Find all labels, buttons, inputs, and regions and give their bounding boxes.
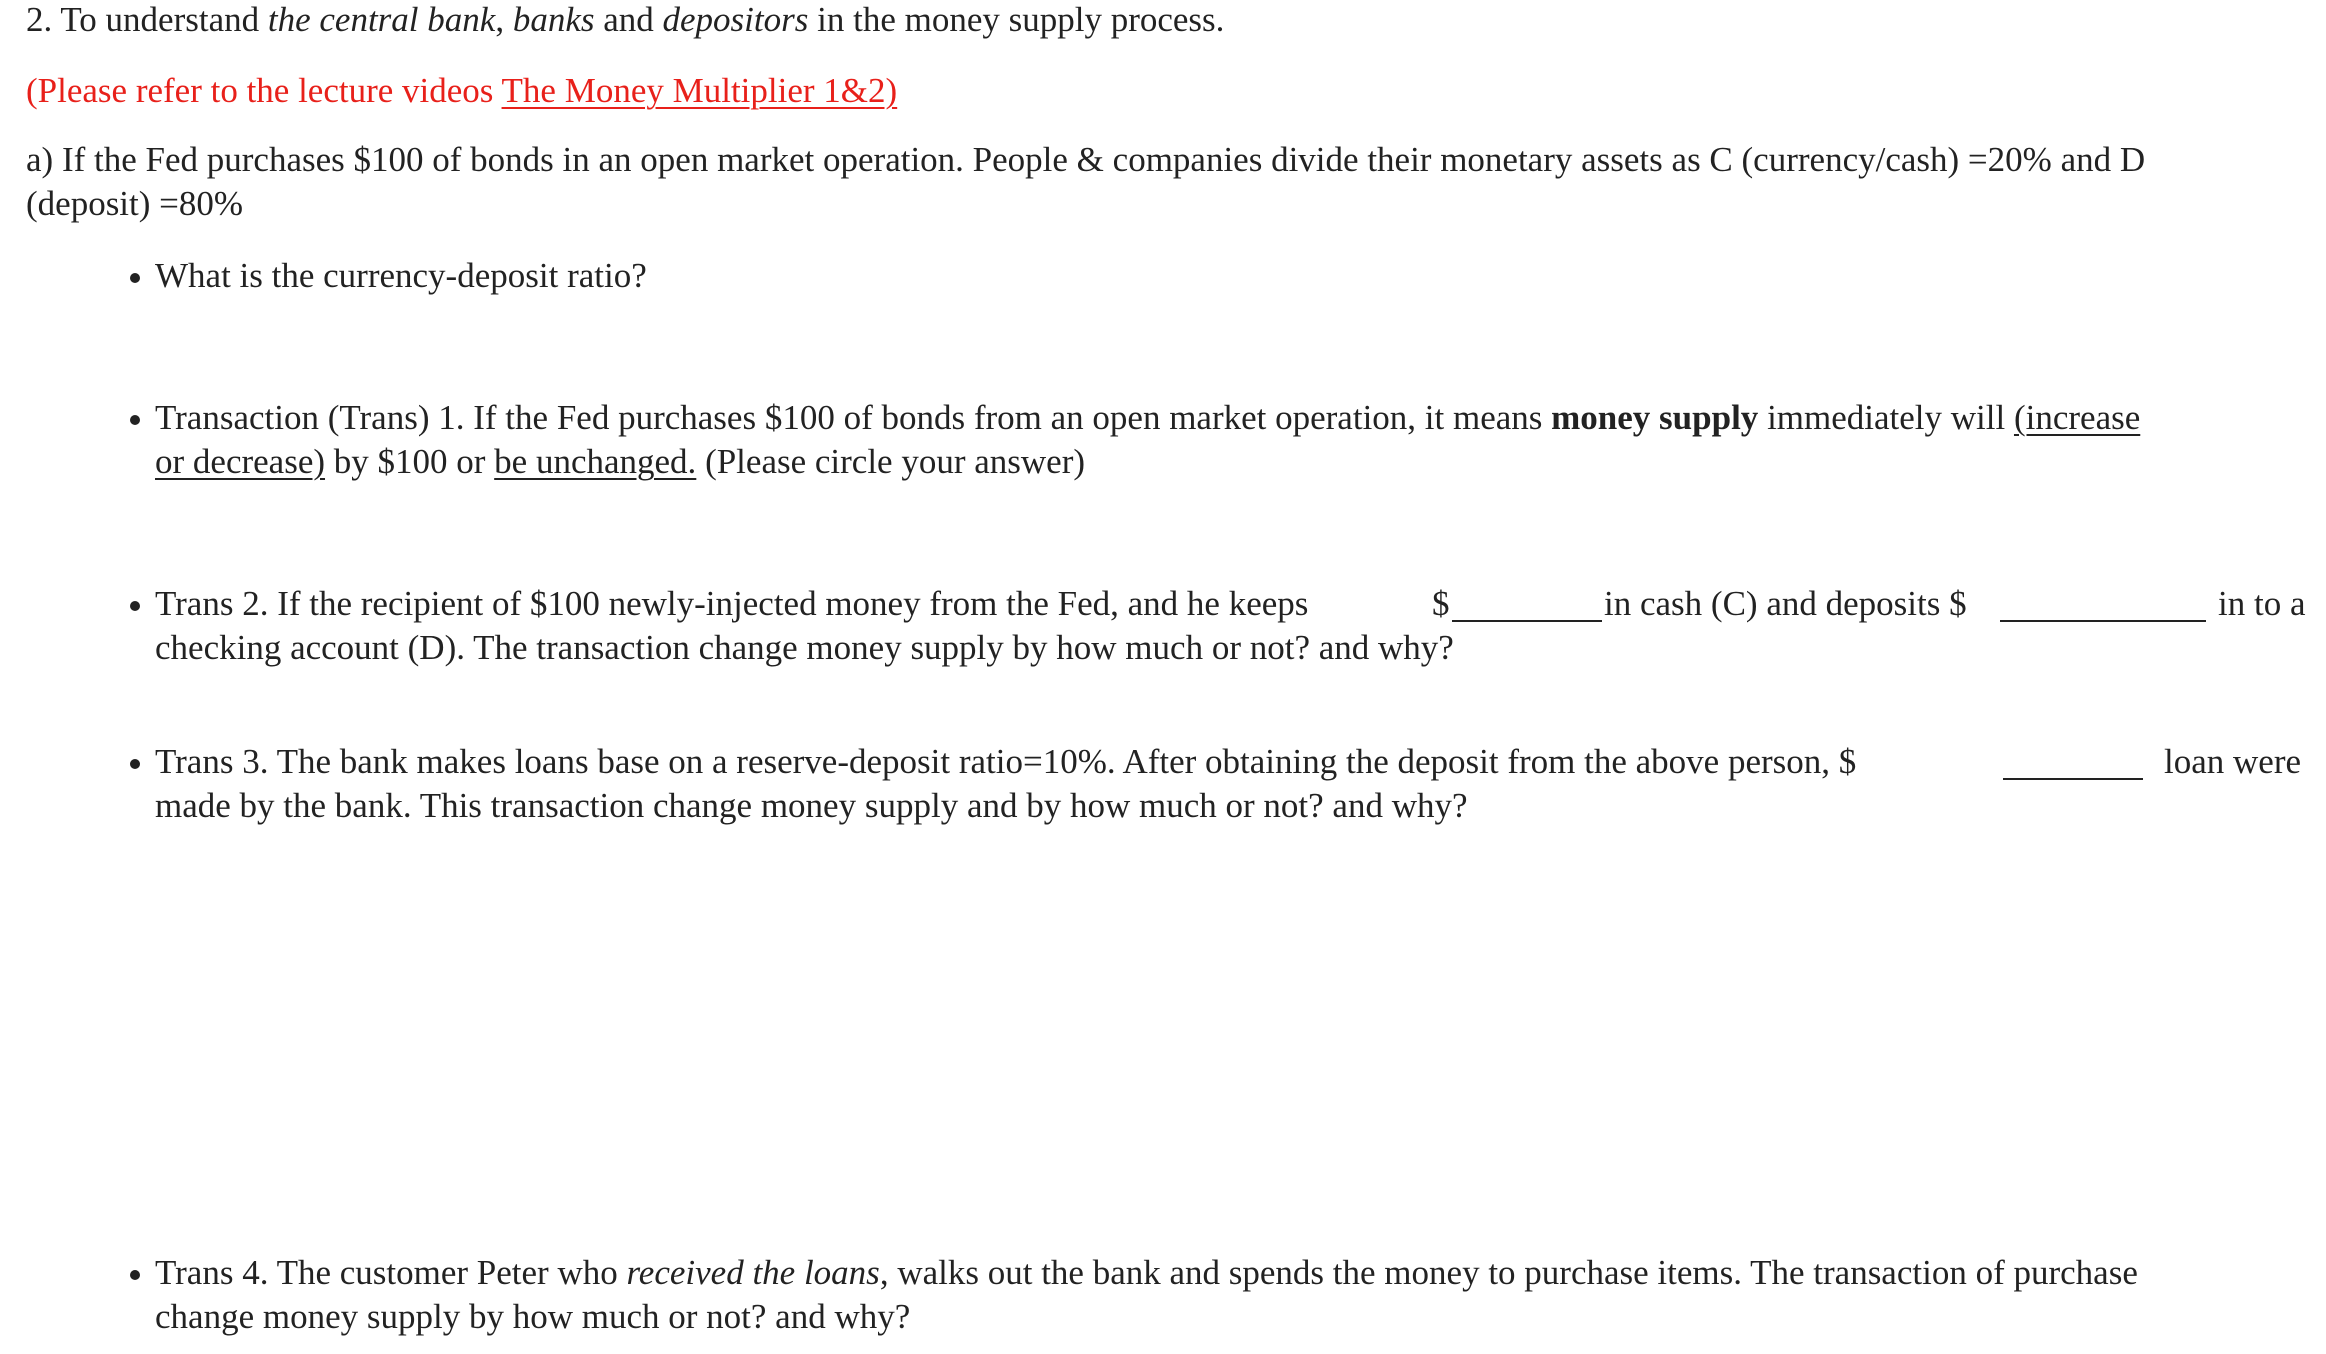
part-a-line2: (deposit) =80%	[26, 184, 244, 223]
lecture-video-link[interactable]: The Money Multiplier 1&2)	[501, 71, 898, 110]
trans2-part1: Trans 2. If the recipient of $100 newly-injected money from the Fed, and he keeps	[155, 584, 1309, 623]
trans3-part1: Trans 3. The bank makes loans base on a reserve-deposit ratio=10%. After obtaining the deposit from the above person, $	[155, 742, 1857, 781]
bullet-ratio	[130, 273, 140, 283]
part-a-line1: a) If the Fed purchases $100 of bonds in an open market operation. People & companies divide their monetary assets as C (currency/cash) =20% and D	[26, 140, 2146, 179]
bullet-trans1	[130, 415, 140, 425]
heading-banks: banks	[512, 0, 595, 39]
heading-depositors: depositors	[662, 0, 809, 39]
trans2-deposit-blank[interactable]	[2000, 620, 2206, 622]
lecture-reference	[26, 69, 897, 113]
trans1-line2	[155, 440, 1085, 484]
question-currency-deposit-ratio: What is the currency-deposit ratio?	[155, 256, 647, 295]
trans2-part3: in to a	[2218, 584, 2306, 623]
trans3-loan-blank[interactable]	[2003, 778, 2143, 780]
trans1-mid: immediately will	[1758, 398, 2014, 437]
trans4-received-loans: received the loans	[626, 1253, 880, 1292]
heading-prefix: 2. To understand	[26, 0, 268, 39]
trans1-line2-mid: by $100 or	[325, 442, 495, 481]
trans2-dollar: $	[1432, 584, 1450, 623]
reference-prefix: (Please refer to the lecture videos	[26, 71, 502, 110]
trans4-text: Trans 4. The customer Peter who	[155, 1253, 627, 1292]
trans4-text-rest: , walks out the bank and spends the money to purchase items. The transaction of purchase	[879, 1253, 2138, 1292]
trans1-option-unchanged[interactable]: be unchanged.	[494, 442, 697, 481]
trans4-line1	[155, 1251, 2138, 1295]
trans1-option-increase[interactable]: (increase	[2013, 398, 2141, 437]
heading-sep2: and	[594, 0, 663, 39]
trans2-cash-blank[interactable]	[1452, 620, 1602, 622]
trans4-line2: change money supply by how much or not? and why?	[155, 1297, 911, 1336]
heading-central-bank: the central bank	[267, 0, 496, 39]
bullet-trans2	[130, 601, 140, 611]
bullet-trans4	[130, 1270, 140, 1280]
trans1-option-decrease[interactable]: or decrease)	[155, 442, 326, 481]
question-heading	[26, 0, 1224, 42]
bullet-trans3	[130, 759, 140, 769]
trans1-money-supply: money supply	[1551, 398, 1759, 437]
trans1-line1	[155, 396, 2140, 440]
trans1-text: Transaction (Trans) 1. If the Fed purchases $100 of bonds from an open market operation, it means	[155, 398, 1552, 437]
trans2-line2: checking account (D). The transaction change money supply by how much or not? and why?	[155, 628, 1454, 667]
heading-suffix: in the money supply process.	[808, 0, 1225, 39]
trans3-line2: made by the bank. This transaction change money supply and by how much or not? and why?	[155, 786, 1468, 825]
trans3-part2: loan were	[2164, 742, 2302, 781]
trans2-part2: in cash (C) and deposits $	[1604, 584, 1967, 623]
heading-sep1: ,	[495, 0, 513, 39]
trans1-line2-suffix: (Please circle your answer)	[696, 442, 1086, 481]
